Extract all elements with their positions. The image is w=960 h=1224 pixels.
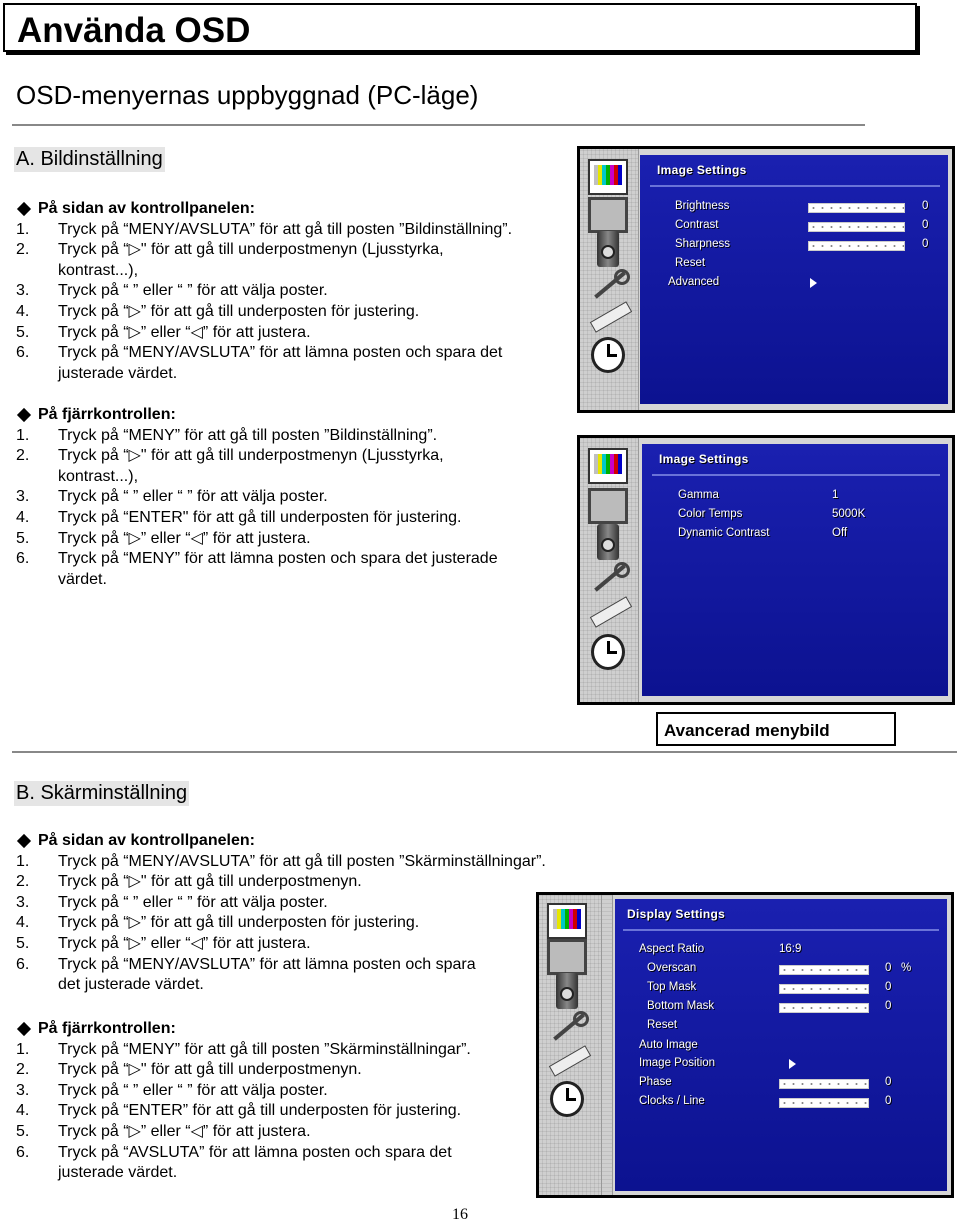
step: 6. Tryck på “MENY/AVSLUTA” för att lämna posten och spara (16, 955, 476, 973)
tool-icon (547, 1009, 587, 1045)
osd-row-value: 0 (885, 962, 892, 974)
osd-row-label: Gamma (678, 489, 719, 501)
osd-row-value: 16:9 (779, 943, 802, 955)
osd-row-label: Aspect Ratio (639, 943, 705, 955)
speaker-icon (556, 973, 578, 1009)
step: 5. Tryck på “▷” eller “◁” för att justera. (16, 934, 311, 952)
osd-menu (642, 444, 948, 696)
step-continuation: kontrast...), (58, 261, 139, 279)
step: 4. Tryck på “ENTER” för att gå till underposten för justering. (16, 1102, 462, 1120)
divider (12, 124, 865, 126)
pen-icon (547, 1045, 587, 1081)
page-number: 16 (452, 1206, 468, 1223)
pen-icon (588, 596, 628, 632)
osd-slider-bar (808, 222, 905, 232)
osd-row-value: 0 (922, 238, 929, 250)
step: 4. Tryck på “▷” för att gå till underposten för justering. (16, 302, 420, 320)
step: 1. Tryck på “MENY/AVSLUTA” för att gå till posten ”Bildinställning”. (16, 220, 513, 238)
osd-slider-bar (779, 1079, 869, 1089)
speaker-icon (597, 231, 619, 267)
section-b-panel-instructions (16, 831, 616, 996)
osd-title: Image Settings (657, 163, 747, 177)
monitor-icon (547, 939, 587, 975)
osd-sidebar (539, 895, 602, 1195)
step-continuation: justerade värdet. (58, 1164, 178, 1182)
step: 3. Tryck på “ ” eller “ ” för att välja poster. (16, 1081, 328, 1099)
osd-row-value: 0 (922, 200, 929, 212)
step: 3. Tryck på “ ” eller “ ” för att välja poster. (16, 893, 328, 911)
speaker-icon (597, 524, 619, 560)
osd-image-settings-screenshot (577, 146, 955, 413)
section-b-remote-instructions (16, 1019, 576, 1184)
tv-picture-icon (547, 903, 587, 939)
osd-menu (640, 155, 948, 404)
step-continuation: justerade värdet. (58, 364, 178, 382)
osd-title: Display Settings (627, 907, 726, 921)
step: 6. Tryck på “MENY/AVSLUTA” för att lämna posten och spara det (16, 344, 503, 362)
monitor-icon (588, 488, 628, 524)
step-continuation: det justerade värdet. (58, 976, 204, 994)
step: 3. Tryck på “ ” eller “ ” för att välja poster. (16, 488, 328, 506)
osd-slider-bar (779, 1098, 869, 1108)
osd-row-label: Bottom Mask (647, 1000, 715, 1012)
step: 6. Tryck på “MENY” för att lämna posten och spara det justerade (16, 550, 498, 568)
osd-row-label: Reset (647, 1019, 678, 1031)
osd-row-label: Color Temps (678, 508, 743, 520)
osd-slider-bar (779, 965, 869, 975)
osd-row-value: 0 (885, 1076, 892, 1088)
osd-sidebar (580, 149, 639, 410)
clock-icon (591, 337, 625, 373)
page-subtitle: OSD-menyernas uppbyggnad (PC-läge) (16, 80, 479, 110)
osd-row-label: Sharpness (675, 238, 730, 250)
step: 4. Tryck på “ENTER" för att gå till underposten för justering. (16, 508, 462, 526)
osd-row-value: 5000K (832, 508, 866, 520)
step: 2. Tryck på “▷" för att gå till underpostmenyn. (16, 873, 362, 891)
section-a-remote-instructions (16, 405, 576, 590)
osd-slider-bar (808, 241, 905, 251)
osd-row-value: 1 (832, 489, 839, 501)
osd-row-label: Phase (639, 1076, 672, 1088)
step-continuation: värdet. (58, 570, 107, 588)
remote-heading: På fjärrkontrollen: (16, 1019, 576, 1040)
pen-icon (588, 301, 628, 337)
submenu-arrow-icon (789, 1059, 796, 1069)
osd-row-label: Dynamic Contrast (678, 527, 770, 539)
step: 1. Tryck på “MENY” för att gå till posten ”Bildinställning”. (16, 426, 438, 444)
osd-slider-bar (779, 1003, 869, 1013)
tool-icon (588, 267, 628, 303)
osd-row-value: Off (832, 527, 848, 539)
step: 1. Tryck på “MENY” för att gå till posten ”Skärminställningar”. (16, 1040, 471, 1058)
osd-advanced-image-settings-screenshot (577, 435, 955, 705)
osd-row-value: 0 (885, 1095, 892, 1107)
osd-row-value: 0 (922, 219, 929, 231)
step: 5. Tryck på “▷” eller “◁” för att justera. (16, 323, 311, 341)
page-header-box (3, 3, 917, 52)
osd-menu (615, 899, 947, 1191)
section-b-label: B. Skärminställning (16, 782, 188, 804)
osd-row-unit: % (901, 962, 912, 974)
osd-sidebar (580, 438, 639, 702)
osd-title: Image Settings (659, 452, 749, 466)
diamond-bullet-icon (17, 202, 31, 216)
step: 2. Tryck på “▷" för att gå till underpostmenyn. (16, 1061, 362, 1079)
caption-box (656, 712, 896, 746)
step-continuation: kontrast...), (58, 467, 139, 485)
osd-row-value: 0 (885, 1000, 892, 1012)
tool-icon (588, 560, 628, 596)
step: 1. Tryck på “MENY/AVSLUTA” för att gå till posten ”Skärminställningar”. (16, 852, 546, 870)
osd-display-settings-screenshot (536, 892, 954, 1198)
clock-icon (550, 1081, 584, 1117)
osd-row-label: Top Mask (647, 981, 697, 993)
step: 6. Tryck på “AVSLUTA” för att lämna posten och spara det (16, 1143, 452, 1161)
monitor-icon (588, 197, 628, 233)
osd-title-line (652, 474, 940, 476)
osd-row-label: Contrast (675, 219, 719, 231)
step: 2. Tryck på “▷" för att gå till underpostmenyn (Ljusstyrka, (16, 241, 444, 259)
osd-slider-bar (779, 984, 869, 994)
panel-heading: På sidan av kontrollpanelen: (16, 199, 576, 220)
osd-row-label: Clocks / Line (639, 1095, 705, 1107)
divider (12, 751, 957, 753)
section-a-label: A. Bildinställning (16, 148, 163, 170)
tv-picture-icon (588, 159, 628, 195)
osd-sidebar-strip (602, 895, 613, 1195)
submenu-arrow-icon (810, 278, 817, 288)
remote-heading: På fjärrkontrollen: (16, 405, 576, 426)
diamond-bullet-icon (17, 1022, 31, 1036)
osd-row-value: 0 (885, 981, 892, 993)
osd-title-line (623, 929, 939, 931)
step: 5. Tryck på “▷” eller “◁” för att justera. (16, 1122, 311, 1140)
diamond-bullet-icon (17, 834, 31, 848)
page-header-title: Använda OSD (17, 11, 251, 50)
osd-row-label: Brightness (675, 200, 730, 212)
step: 2. Tryck på “▷" för att gå till underpostmenyn (Ljusstyrka, (16, 447, 444, 465)
osd-row-label: Image Position (639, 1057, 716, 1069)
step: 3. Tryck på “ ” eller “ ” för att välja poster. (16, 282, 328, 300)
panel-heading: På sidan av kontrollpanelen: (16, 831, 616, 852)
step: 5. Tryck på “▷” eller “◁” för att justera. (16, 529, 311, 547)
osd-title-line (650, 185, 940, 187)
section-a-panel-instructions (16, 199, 576, 384)
clock-icon (591, 634, 625, 670)
osd-row-label: Advanced (668, 276, 720, 288)
diamond-bullet-icon (17, 408, 31, 422)
osd-row-label: Overscan (647, 962, 697, 974)
step: 4. Tryck på “▷” för att gå till underposten för justering. (16, 914, 420, 932)
osd-slider-bar (808, 203, 905, 213)
osd-row-label: Auto Image (639, 1039, 698, 1051)
osd-row-label: Reset (675, 257, 706, 269)
tv-picture-icon (588, 448, 628, 484)
caption-text: Avancerad menybild (664, 721, 830, 740)
